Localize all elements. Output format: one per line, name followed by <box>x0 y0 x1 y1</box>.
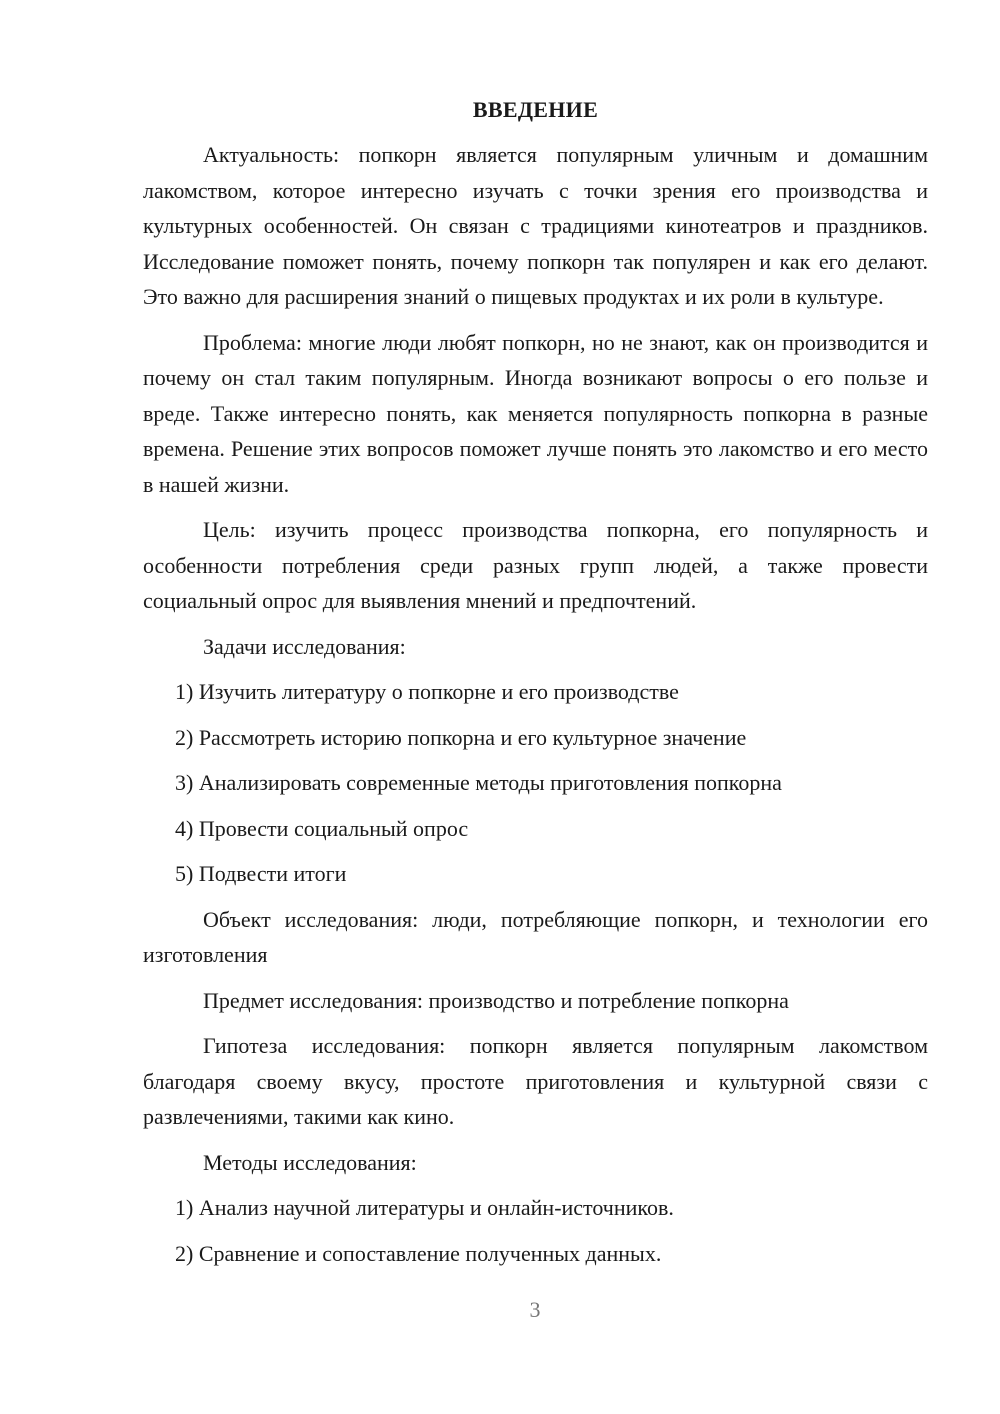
methods-heading: Методы исследования: <box>203 1149 417 1175</box>
paragraph-subject: Предмет исследования: производство и потребление попкорна <box>203 987 789 1013</box>
document-page <box>143 92 928 1281</box>
paragraph-relevance: Актуальность: попкорн является популярным уличным и домашним лакомством, которое интересно изучать с точки зрения его производства и культурных особенностей. Он связан с традициями кинотеатров и праздников. Исследование поможет понять, почему попкорн так популярен и как его делают. Это важно для расширения знаний о пищевых продуктах и их роли в культуре. <box>143 142 928 309</box>
list-item: 3) Анализировать современные методы приготовления попкорна <box>175 770 782 795</box>
methods-list <box>143 1190 928 1271</box>
tasks-heading: Задачи исследования: <box>203 633 406 659</box>
paragraph-object: Объект исследования: люди, потребляющие попкорн, и технологии его изготовления <box>143 906 928 967</box>
page-title: ВВЕДЕНИЕ <box>472 97 599 122</box>
paragraph-goal: Цель: изучить процесс производства попкорна, его популярность и особенности потребления среди разных групп людей, а также провести социальный опрос для выявления мнений и предпочтений. <box>143 517 928 613</box>
list-item: 5) Подвести итоги <box>175 861 347 886</box>
list-item: 2) Сравнение и сопоставление полученных данных. <box>175 1240 662 1266</box>
tasks-list <box>143 674 928 892</box>
paragraph-problem: Проблема: многие люди любят попкорн, но не знают, как он производится и почему он стал таким популярным. Иногда возникают вопросы о его пользе и вреде. Также интересно понять, как меняется популярность попкорна в разные времена. Решение этих вопросов поможет лучше понять это лакомство и его место в нашей жизни. <box>143 329 928 497</box>
paragraph-hypothesis: Гипотеза исследования: попкорн является популярным лакомством благодаря своему вкусу, простоте приготовления и культурной связи с развлечениями, такими как кино. <box>143 1033 928 1129</box>
list-item: 2) Рассмотреть историю попкорна и его культурное значение <box>175 724 747 750</box>
list-item: 4) Провести социальный опрос <box>175 815 469 841</box>
page-number: 3 <box>529 1297 541 1322</box>
list-item: 1) Анализ научной литературы и онлайн-источников. <box>175 1195 674 1220</box>
list-item: 1) Изучить литературу о попкорне и его производстве <box>175 679 679 704</box>
